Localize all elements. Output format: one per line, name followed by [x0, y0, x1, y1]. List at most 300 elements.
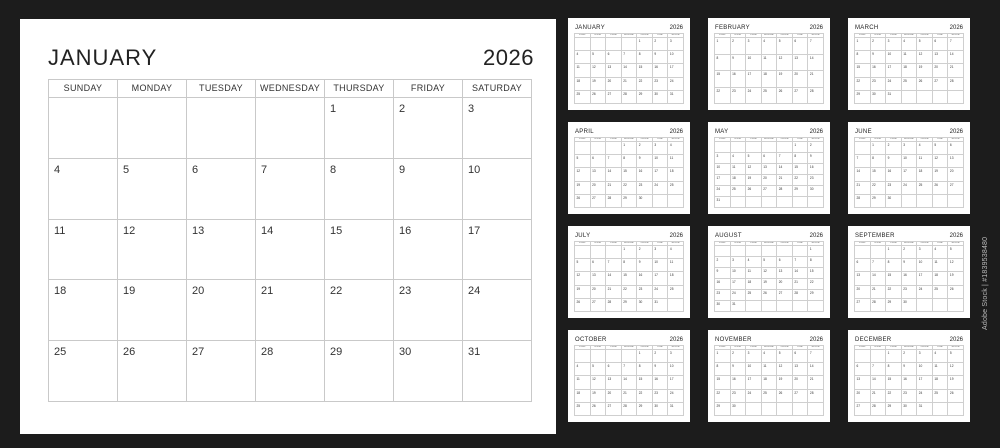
day-cell: 23: [394, 280, 463, 341]
mini-weekday-header: FRIDAY: [793, 242, 809, 246]
mini-day-cell: 1: [637, 38, 653, 51]
mini-day-cell: 12: [575, 168, 591, 181]
mini-month-july: [568, 226, 690, 318]
mini-day-cell: 23: [715, 290, 731, 301]
mini-day-cell: [777, 197, 793, 208]
mini-day-cell: 1: [622, 246, 638, 259]
mini-day-cell: [606, 350, 622, 363]
mini-weekday-header: FRIDAY: [653, 242, 669, 246]
mini-day-cell: 23: [902, 390, 918, 403]
mini-day-cell: 19: [746, 175, 762, 186]
mini-day-cell: [871, 246, 887, 259]
mini-day-cell: [808, 403, 824, 416]
mini-day-cell: 15: [715, 376, 731, 389]
mini-day-cell: 14: [871, 272, 887, 285]
mini-weekday-header: THURSDAY: [917, 34, 933, 38]
mini-day-cell: 2: [637, 142, 653, 155]
mini-weekday-header: MONDAY: [591, 346, 607, 350]
day-cell: 28: [256, 341, 325, 402]
mini-weekday-header: TUESDAY: [746, 138, 762, 142]
mini-weekday-header: FRIDAY: [653, 346, 669, 350]
mini-day-cell: 11: [933, 363, 949, 376]
mini-day-cell: [793, 301, 809, 312]
mini-weekday-header: THURSDAY: [637, 346, 653, 350]
day-cell: 6: [187, 159, 256, 220]
mini-day-cell: 29: [622, 195, 638, 208]
mini-day-cell: 30: [731, 403, 747, 416]
mini-weekday-header: SUNDAY: [575, 242, 591, 246]
mini-day-cell: [731, 142, 747, 153]
mini-day-cell: [668, 299, 684, 312]
mini-day-cell: 7: [622, 363, 638, 376]
mini-weekday-header: MONDAY: [871, 138, 887, 142]
mini-day-cell: 28: [808, 88, 824, 105]
day-cell: [256, 98, 325, 159]
mini-month-november: [708, 330, 830, 422]
mini-day-cell: 18: [933, 272, 949, 285]
mini-day-cell: 20: [793, 71, 809, 88]
mini-day-cell: [575, 350, 591, 363]
mini-day-cell: 31: [917, 403, 933, 416]
mini-day-cell: 22: [793, 175, 809, 186]
mini-day-cell: 10: [746, 363, 762, 376]
mini-month-year: 2026: [949, 337, 963, 343]
mini-month-grid: [574, 241, 684, 312]
mini-day-cell: 19: [591, 390, 607, 403]
mini-day-cell: 13: [606, 64, 622, 77]
mini-day-cell: 20: [762, 175, 778, 186]
mini-day-cell: 17: [746, 71, 762, 88]
mini-day-cell: 12: [777, 55, 793, 72]
mini-day-cell: 1: [637, 350, 653, 363]
mini-day-cell: [575, 142, 591, 155]
mini-day-cell: 14: [871, 376, 887, 389]
mini-day-cell: 11: [917, 155, 933, 168]
day-cell: 25: [49, 341, 118, 402]
day-cell: 5: [118, 159, 187, 220]
mini-day-cell: 6: [606, 363, 622, 376]
mini-day-cell: 12: [933, 155, 949, 168]
mini-day-cell: 18: [746, 279, 762, 290]
mini-day-cell: 23: [731, 88, 747, 105]
mini-day-cell: 28: [777, 186, 793, 197]
mini-day-cell: [777, 403, 793, 416]
mini-day-cell: 9: [731, 363, 747, 376]
mini-day-cell: 31: [715, 197, 731, 208]
mini-day-cell: 18: [575, 78, 591, 91]
mini-day-cell: 11: [575, 376, 591, 389]
mini-day-cell: 5: [777, 38, 793, 55]
mini-month-year: 2026: [949, 25, 963, 31]
mini-weekday-header: MONDAY: [731, 242, 747, 246]
mini-day-cell: 21: [606, 182, 622, 195]
mini-day-cell: 8: [715, 363, 731, 376]
mini-day-cell: 30: [715, 301, 731, 312]
mini-day-cell: 6: [793, 350, 809, 363]
mini-day-cell: 8: [637, 363, 653, 376]
mini-day-cell: [902, 91, 918, 104]
mini-day-cell: 19: [575, 286, 591, 299]
mini-day-cell: 18: [668, 272, 684, 285]
mini-weekday-header: WEDNESDAY: [622, 138, 638, 142]
mini-day-cell: 17: [917, 376, 933, 389]
mini-month-year: 2026: [669, 233, 683, 239]
mini-day-cell: 28: [808, 390, 824, 403]
mini-month-title: AUGUST: [715, 233, 742, 239]
mini-day-cell: 1: [715, 38, 731, 55]
mini-day-cell: 27: [793, 88, 809, 105]
mini-day-cell: 19: [948, 376, 964, 389]
mini-day-cell: 30: [886, 195, 902, 208]
mini-weekday-header: WEDNESDAY: [762, 242, 778, 246]
mini-day-cell: 5: [591, 363, 607, 376]
mini-day-cell: 8: [886, 363, 902, 376]
mini-day-cell: 23: [731, 390, 747, 403]
mini-day-cell: 2: [731, 38, 747, 55]
mini-day-cell: 18: [917, 168, 933, 181]
mini-day-cell: 12: [762, 268, 778, 279]
mini-day-cell: 1: [886, 350, 902, 363]
mini-day-cell: 4: [731, 153, 747, 164]
mini-day-cell: [591, 350, 607, 363]
mini-day-cell: 30: [902, 299, 918, 312]
mini-day-cell: 20: [948, 168, 964, 181]
mini-day-cell: [855, 142, 871, 155]
mini-day-cell: 18: [762, 376, 778, 389]
mini-day-cell: 6: [762, 153, 778, 164]
mini-day-cell: 14: [808, 55, 824, 72]
mini-day-cell: 6: [591, 259, 607, 272]
mini-day-cell: 5: [591, 51, 607, 64]
mini-day-cell: 11: [746, 268, 762, 279]
day-cell: [187, 98, 256, 159]
mini-day-cell: 10: [731, 268, 747, 279]
mini-weekday-header: SATURDAY: [668, 346, 684, 350]
mini-month-title: MAY: [715, 129, 729, 135]
mini-weekday-header: TUESDAY: [606, 346, 622, 350]
mini-day-cell: [855, 246, 871, 259]
mini-day-cell: 22: [715, 390, 731, 403]
mini-day-cell: 1: [855, 38, 871, 51]
mini-day-cell: 23: [637, 182, 653, 195]
mini-weekday-header: SUNDAY: [715, 346, 731, 350]
mini-day-cell: [762, 403, 778, 416]
mini-day-cell: 19: [777, 376, 793, 389]
mini-day-cell: 9: [637, 259, 653, 272]
month-grid: [48, 79, 532, 402]
mini-day-cell: 28: [622, 403, 638, 416]
mini-day-cell: [793, 403, 809, 416]
day-cell: 18: [49, 280, 118, 341]
mini-day-cell: 24: [902, 182, 918, 195]
mini-day-cell: 30: [653, 403, 669, 416]
mini-day-cell: 16: [731, 71, 747, 88]
mini-day-cell: 30: [871, 91, 887, 104]
mini-day-cell: 15: [637, 376, 653, 389]
mini-day-cell: 1: [871, 142, 887, 155]
mini-day-cell: 10: [746, 55, 762, 72]
mini-day-cell: 21: [855, 182, 871, 195]
mini-day-cell: [715, 246, 731, 257]
mini-weekday-header: FRIDAY: [793, 138, 809, 142]
mini-month-august: [708, 226, 830, 318]
weekday-header: MONDAY: [118, 80, 187, 98]
mini-weekday-header: SATURDAY: [808, 346, 824, 350]
mini-day-cell: 28: [622, 91, 638, 104]
mini-day-cell: 30: [808, 186, 824, 197]
mini-weekday-header: THURSDAY: [917, 346, 933, 350]
mini-month-title: MARCH: [855, 25, 879, 31]
mini-day-cell: [591, 38, 607, 51]
mini-day-cell: 6: [606, 51, 622, 64]
mini-weekday-header: SATURDAY: [948, 138, 964, 142]
mini-day-cell: 15: [637, 64, 653, 77]
mini-day-cell: 22: [622, 182, 638, 195]
mini-weekday-header: SUNDAY: [575, 34, 591, 38]
mini-month-year: 2026: [669, 25, 683, 31]
weekday-header: WEDNESDAY: [256, 80, 325, 98]
mini-weekday-header: FRIDAY: [933, 34, 949, 38]
mini-day-cell: [917, 299, 933, 312]
mini-day-cell: [591, 246, 607, 259]
mini-month-title: FEBRUARY: [715, 25, 750, 31]
mini-day-cell: 7: [855, 155, 871, 168]
mini-weekday-header: FRIDAY: [653, 34, 669, 38]
mini-weekday-header: SUNDAY: [715, 34, 731, 38]
mini-day-cell: 4: [668, 246, 684, 259]
mini-weekday-header: SUNDAY: [855, 138, 871, 142]
mini-day-cell: 18: [762, 71, 778, 88]
mini-weekday-header: THURSDAY: [637, 242, 653, 246]
day-cell: 12: [118, 220, 187, 281]
mini-day-cell: 26: [933, 182, 949, 195]
mini-day-cell: 30: [902, 403, 918, 416]
mini-day-cell: [762, 197, 778, 208]
mini-day-cell: 19: [917, 64, 933, 77]
mini-day-cell: 26: [762, 290, 778, 301]
mini-day-cell: 22: [871, 182, 887, 195]
mini-weekday-header: WEDNESDAY: [902, 242, 918, 246]
mini-day-cell: 4: [762, 38, 778, 55]
mini-day-cell: 28: [793, 290, 809, 301]
mini-day-cell: 26: [777, 88, 793, 105]
mini-day-cell: 6: [948, 142, 964, 155]
mini-day-cell: 23: [902, 286, 918, 299]
mini-day-cell: 13: [793, 55, 809, 72]
mini-day-cell: 11: [762, 363, 778, 376]
mini-day-cell: [933, 299, 949, 312]
mini-day-cell: 16: [653, 376, 669, 389]
mini-day-cell: 8: [808, 257, 824, 268]
mini-day-cell: [793, 197, 809, 208]
mini-day-cell: 16: [902, 272, 918, 285]
mini-month-year: 2026: [949, 129, 963, 135]
mini-day-cell: 13: [606, 376, 622, 389]
day-cell: 1: [325, 98, 394, 159]
mini-month-february: [708, 18, 830, 110]
mini-day-cell: 12: [575, 272, 591, 285]
mini-day-cell: 25: [933, 286, 949, 299]
mini-day-cell: 7: [808, 350, 824, 363]
mini-day-cell: [762, 301, 778, 312]
mini-day-cell: 23: [808, 175, 824, 186]
mini-day-cell: 13: [591, 272, 607, 285]
mini-day-cell: 20: [793, 376, 809, 389]
mini-month-year: 2026: [669, 337, 683, 343]
mini-day-cell: 3: [668, 350, 684, 363]
mini-day-cell: 13: [933, 51, 949, 64]
mini-day-cell: 20: [933, 64, 949, 77]
day-cell: 21: [256, 280, 325, 341]
mini-weekday-header: SUNDAY: [855, 346, 871, 350]
mini-day-cell: 30: [637, 195, 653, 208]
day-cell: 7: [256, 159, 325, 220]
mini-day-cell: 15: [793, 164, 809, 175]
mini-day-cell: 3: [917, 350, 933, 363]
mini-day-cell: 25: [668, 286, 684, 299]
day-cell: 10: [463, 159, 532, 220]
mini-weekday-header: SATURDAY: [668, 242, 684, 246]
mini-day-cell: 25: [762, 390, 778, 403]
mini-day-cell: 24: [653, 182, 669, 195]
mini-month-title: JULY: [575, 233, 591, 239]
mini-day-cell: [731, 246, 747, 257]
mini-day-cell: 10: [653, 259, 669, 272]
mini-day-cell: 26: [575, 299, 591, 312]
mini-day-cell: 5: [917, 38, 933, 51]
mini-day-cell: 22: [886, 390, 902, 403]
mini-day-cell: 28: [948, 78, 964, 91]
mini-weekday-header: FRIDAY: [933, 138, 949, 142]
mini-day-cell: 7: [871, 363, 887, 376]
mini-weekday-header: TUESDAY: [606, 34, 622, 38]
mini-day-cell: 5: [948, 246, 964, 259]
mini-weekday-header: THURSDAY: [917, 138, 933, 142]
mini-day-cell: 29: [808, 290, 824, 301]
mini-weekday-header: SUNDAY: [855, 242, 871, 246]
mini-day-cell: 25: [575, 91, 591, 104]
month-title: JANUARY: [48, 45, 158, 70]
mini-day-cell: 27: [606, 403, 622, 416]
mini-day-cell: 28: [871, 299, 887, 312]
mini-weekday-header: SATURDAY: [948, 34, 964, 38]
mini-day-cell: 20: [855, 286, 871, 299]
mini-day-cell: [622, 350, 638, 363]
mini-day-cell: 29: [793, 186, 809, 197]
mini-day-cell: 5: [575, 155, 591, 168]
mini-weekday-header: WEDNESDAY: [762, 34, 778, 38]
mini-day-cell: 29: [886, 403, 902, 416]
mini-day-cell: 6: [777, 257, 793, 268]
mini-weekday-header: TUESDAY: [886, 138, 902, 142]
mini-month-year: 2026: [809, 25, 823, 31]
mini-day-cell: 7: [622, 51, 638, 64]
mini-weekday-header: MONDAY: [731, 346, 747, 350]
mini-day-cell: [933, 403, 949, 416]
mini-weekday-header: TUESDAY: [746, 34, 762, 38]
mini-day-cell: 26: [948, 286, 964, 299]
day-cell: 20: [187, 280, 256, 341]
mini-weekday-header: THURSDAY: [777, 138, 793, 142]
mini-day-cell: 21: [871, 286, 887, 299]
mini-day-cell: 9: [886, 155, 902, 168]
mini-day-cell: 25: [575, 403, 591, 416]
mini-day-cell: 16: [653, 64, 669, 77]
mini-day-cell: 12: [591, 64, 607, 77]
day-cell: 16: [394, 220, 463, 281]
mini-day-cell: 26: [591, 91, 607, 104]
mini-day-cell: 27: [933, 78, 949, 91]
mini-day-cell: 12: [948, 363, 964, 376]
mini-day-cell: 3: [902, 142, 918, 155]
mini-day-cell: 2: [715, 257, 731, 268]
mini-month-grid: [714, 33, 824, 104]
mini-day-cell: 16: [808, 164, 824, 175]
mini-day-cell: [808, 197, 824, 208]
mini-day-cell: 13: [777, 268, 793, 279]
mini-day-cell: 6: [933, 38, 949, 51]
mini-day-cell: 22: [886, 286, 902, 299]
mini-month-june: [848, 122, 970, 214]
mini-day-cell: 26: [917, 78, 933, 91]
mini-day-cell: 2: [653, 350, 669, 363]
mini-day-cell: 31: [886, 91, 902, 104]
mini-day-cell: 26: [948, 390, 964, 403]
weekday-header: THURSDAY: [325, 80, 394, 98]
day-cell: 31: [463, 341, 532, 402]
day-cell: 9: [394, 159, 463, 220]
mini-day-cell: 12: [917, 51, 933, 64]
mini-month-title: NOVEMBER: [715, 337, 752, 343]
weekday-header: TUESDAY: [187, 80, 256, 98]
mini-day-cell: 10: [668, 51, 684, 64]
mini-day-cell: 14: [855, 168, 871, 181]
mini-day-cell: 19: [933, 168, 949, 181]
mini-day-cell: 7: [606, 259, 622, 272]
mini-weekday-header: TUESDAY: [606, 138, 622, 142]
mini-day-cell: 25: [668, 182, 684, 195]
mini-weekday-header: SUNDAY: [575, 346, 591, 350]
mini-month-year: 2026: [949, 233, 963, 239]
mini-day-cell: 23: [871, 78, 887, 91]
mini-day-cell: 22: [637, 390, 653, 403]
mini-day-cell: 30: [653, 91, 669, 104]
mini-day-cell: 17: [917, 272, 933, 285]
mini-day-cell: 17: [653, 168, 669, 181]
mini-day-cell: 9: [653, 363, 669, 376]
mini-day-cell: 24: [668, 390, 684, 403]
day-cell: [118, 98, 187, 159]
mini-day-cell: 19: [591, 78, 607, 91]
mini-month-grid: [714, 241, 824, 312]
mini-day-cell: 2: [902, 350, 918, 363]
mini-day-cell: 21: [777, 175, 793, 186]
mini-day-cell: 4: [902, 38, 918, 51]
mini-day-cell: 17: [653, 272, 669, 285]
mini-day-cell: 14: [606, 168, 622, 181]
mini-day-cell: 25: [902, 78, 918, 91]
mini-day-cell: 11: [902, 51, 918, 64]
mini-day-cell: 5: [933, 142, 949, 155]
mini-month-grid: [854, 137, 964, 208]
mini-day-cell: 14: [606, 272, 622, 285]
mini-day-cell: 1: [793, 142, 809, 153]
mini-day-cell: 8: [855, 51, 871, 64]
day-cell: 3: [463, 98, 532, 159]
mini-day-cell: 17: [715, 175, 731, 186]
mini-day-cell: 4: [762, 350, 778, 363]
mini-day-cell: [777, 142, 793, 153]
